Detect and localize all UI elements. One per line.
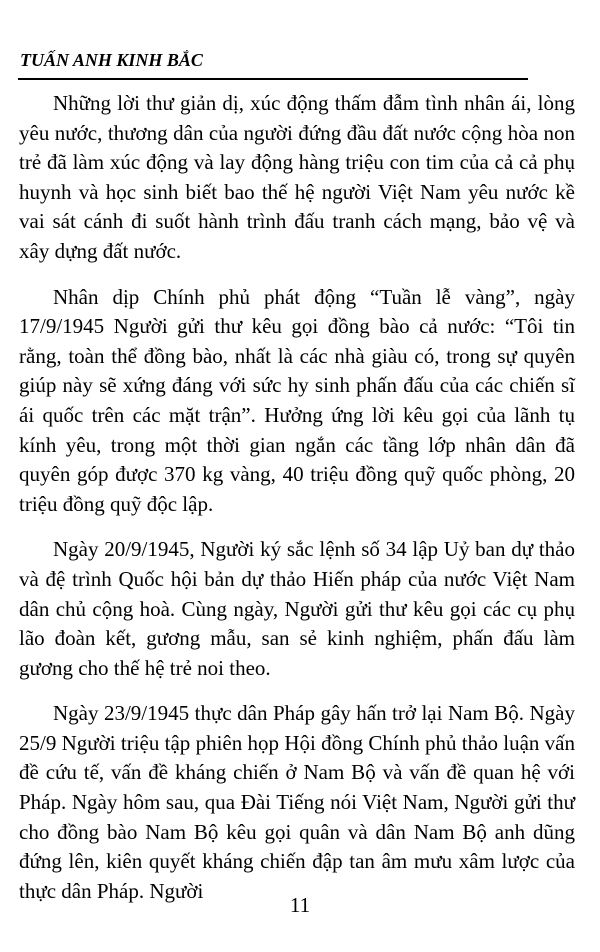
paragraph-2: Nhân dịp Chính phủ phát động “Tuần lễ vàng”, ngày 17/9/1945 Người gửi thư kêu gọi đồng bào cả nước: “Tôi tin rằng, toàn thể đồng bào, nhất là các nhà giàu có, trong sự quyên giúp này sẽ xứng đáng với sức hy sinh phấn đấu của các chiến sĩ ái quốc trên các mặt trận”. Hưởng ứng lời kêu gọi của lãnh tụ kính yêu, trong một thời gian ngắn các tầng lớp nhân dân đã quyên góp được 370 kg vàng, 40 triệu đồng quỹ quốc phòng, 20 triệu đồng quỹ độc lập.	[19, 284, 575, 516]
header-rule	[18, 78, 528, 80]
body-text	[19, 89, 575, 922]
paragraph-3: Ngày 20/9/1945, Người ký sắc lệnh số 34 lập Uỷ ban dự thảo và đệ trình Quốc hội bản dự thảo Hiến pháp của nước Việt Nam dân chủ cộng hoà. Cùng ngày, Người gửi thư kêu gọi các cụ phụ lão đoàn kết, gương mẫu, san sẻ kinh nghiệm, phấn đấu làm gương cho thế hệ trẻ noi theo.	[19, 537, 575, 680]
running-header: TUẤN ANH KINH BẮC	[20, 50, 203, 70]
paragraph-1: Những lời thư giản dị, xúc động thấm đẫm tình nhân ái, lòng yêu nước, thương dân của người đứng đầu đất nước cộng hòa non trẻ đã làm xúc động và lay động hàng triệu con tim của cả cả phụ huynh và học sinh biết bao thế hệ người Việt Nam yêu nước kề vai sát cánh đi suốt hành trình đấu tranh cách mạng, bảo vệ và xây dựng đất nước.	[19, 91, 575, 263]
page-number: 11	[289, 893, 311, 917]
paragraph-4: Ngày 23/9/1945 thực dân Pháp gây hấn trở lại Nam Bộ. Ngày 25/9 Người triệu tập phiên họp Hội đồng Chính phủ thảo luận vấn đề cứu tế, vấn đề kháng chiến ở Nam Bộ và vấn đề quan hệ với Pháp. Ngày hôm sau, qua Đài Tiếng nói Việt Nam, Người gửi thư cho đồng bào Nam Bộ kêu gọi quân và dân Nam Bộ anh dũng đứng lên, kiên quyết kháng chiến đập tan âm mưu xâm lược của thực dân Pháp. Người	[19, 701, 575, 903]
